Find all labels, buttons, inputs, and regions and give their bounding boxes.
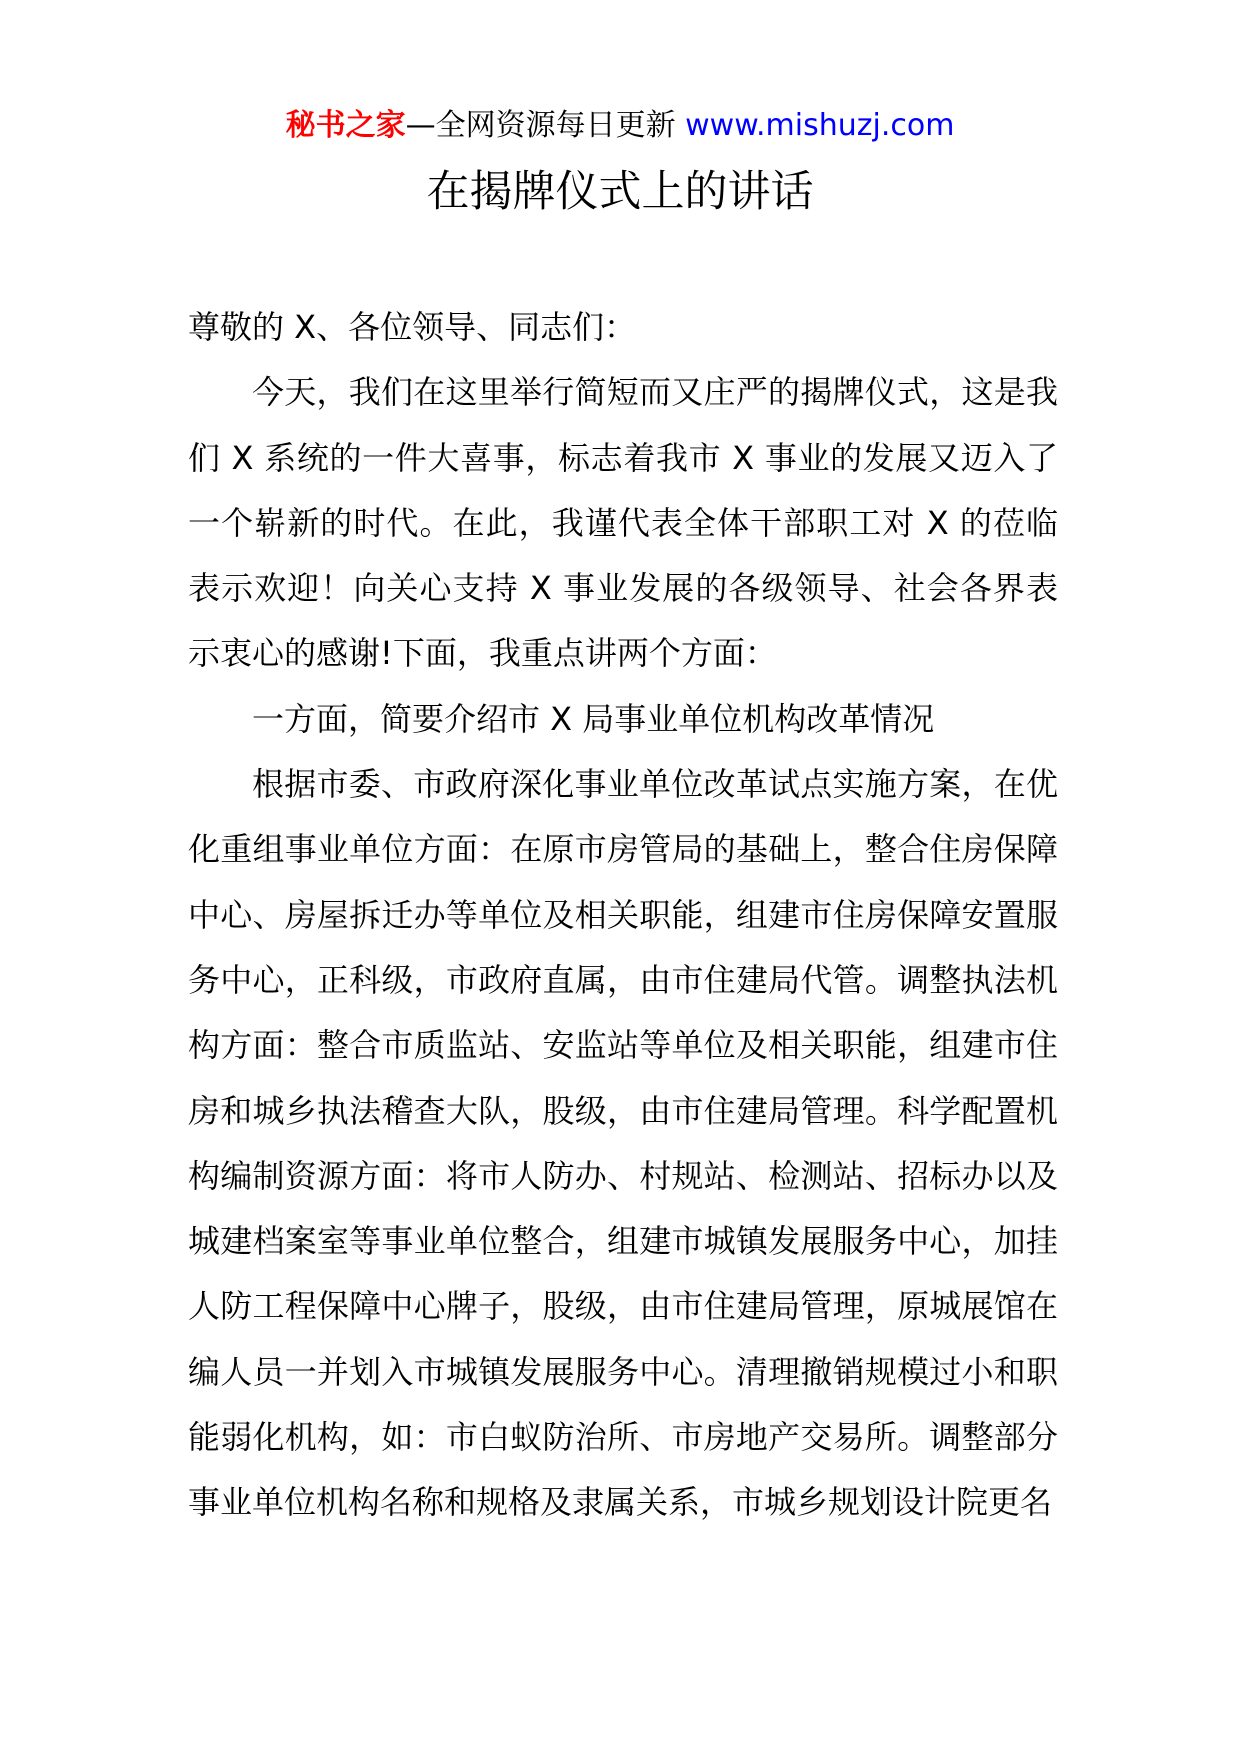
section-heading: 一方面，简要介绍市 X 局事业单位机构改革情况 [252,699,935,738]
document-title: 在揭牌仪式上的讲话 [426,167,814,217]
site-header [0,98,1240,154]
salutation: 尊敬的 X、各位领导、同志们： [188,308,637,346]
paragraph-reform-details: 根据市委、市政府深化事业单位改革试点实施方案，在优化重组事业单位方面：在原市房管局的基础上，整合住房保障中心、房屋拆迁办等单位及相关职能，组建市住房保障安置服务中心，正科级，市政府直属，由市住建局代管。调整执法机构方面：整合市质监站、安监站等单位及相关职能，组建市住房和城乡执法稽查大队，股级，由市住建局管理。科学配置机构编制资源方面：将市人防办、村规站、检测站、招标办以及城建档案室等事业单位整合，组建市城镇发展服务中心，加挂人防工程保障中心牌子，股级，由市住建局管理，原城展馆在编人员一并划入市城镇发展服务中心。清理撤销规模过小和职能弱化机构，如：市白蚁防治所、市房地产交易所。调整部分事业单位机构名称和规格及隶属关系，市城乡规划设计院更名 [188,765,1058,1522]
site-url-link[interactable]: www.mishuzj.com [685,108,955,143]
brand-name: 秘书之家 [285,108,406,143]
document-body [188,295,1058,1536]
paragraph-opening: 今天，我们在这里举行简短而又庄严的揭牌仪式，这是我们 X 系统的一件大喜事，标志着我市 X 事业的发展又迈入了一个崭新的时代。在此，我谨代表全体干部职工对 X 的莅临表示欢迎！向关心支持 X 事业发展的各级领导、社会各界表示衷心的感谢!下面，我重点讲两个方面： [188,373,1058,673]
site-tagline: —全网资源每日更新 [405,108,686,143]
